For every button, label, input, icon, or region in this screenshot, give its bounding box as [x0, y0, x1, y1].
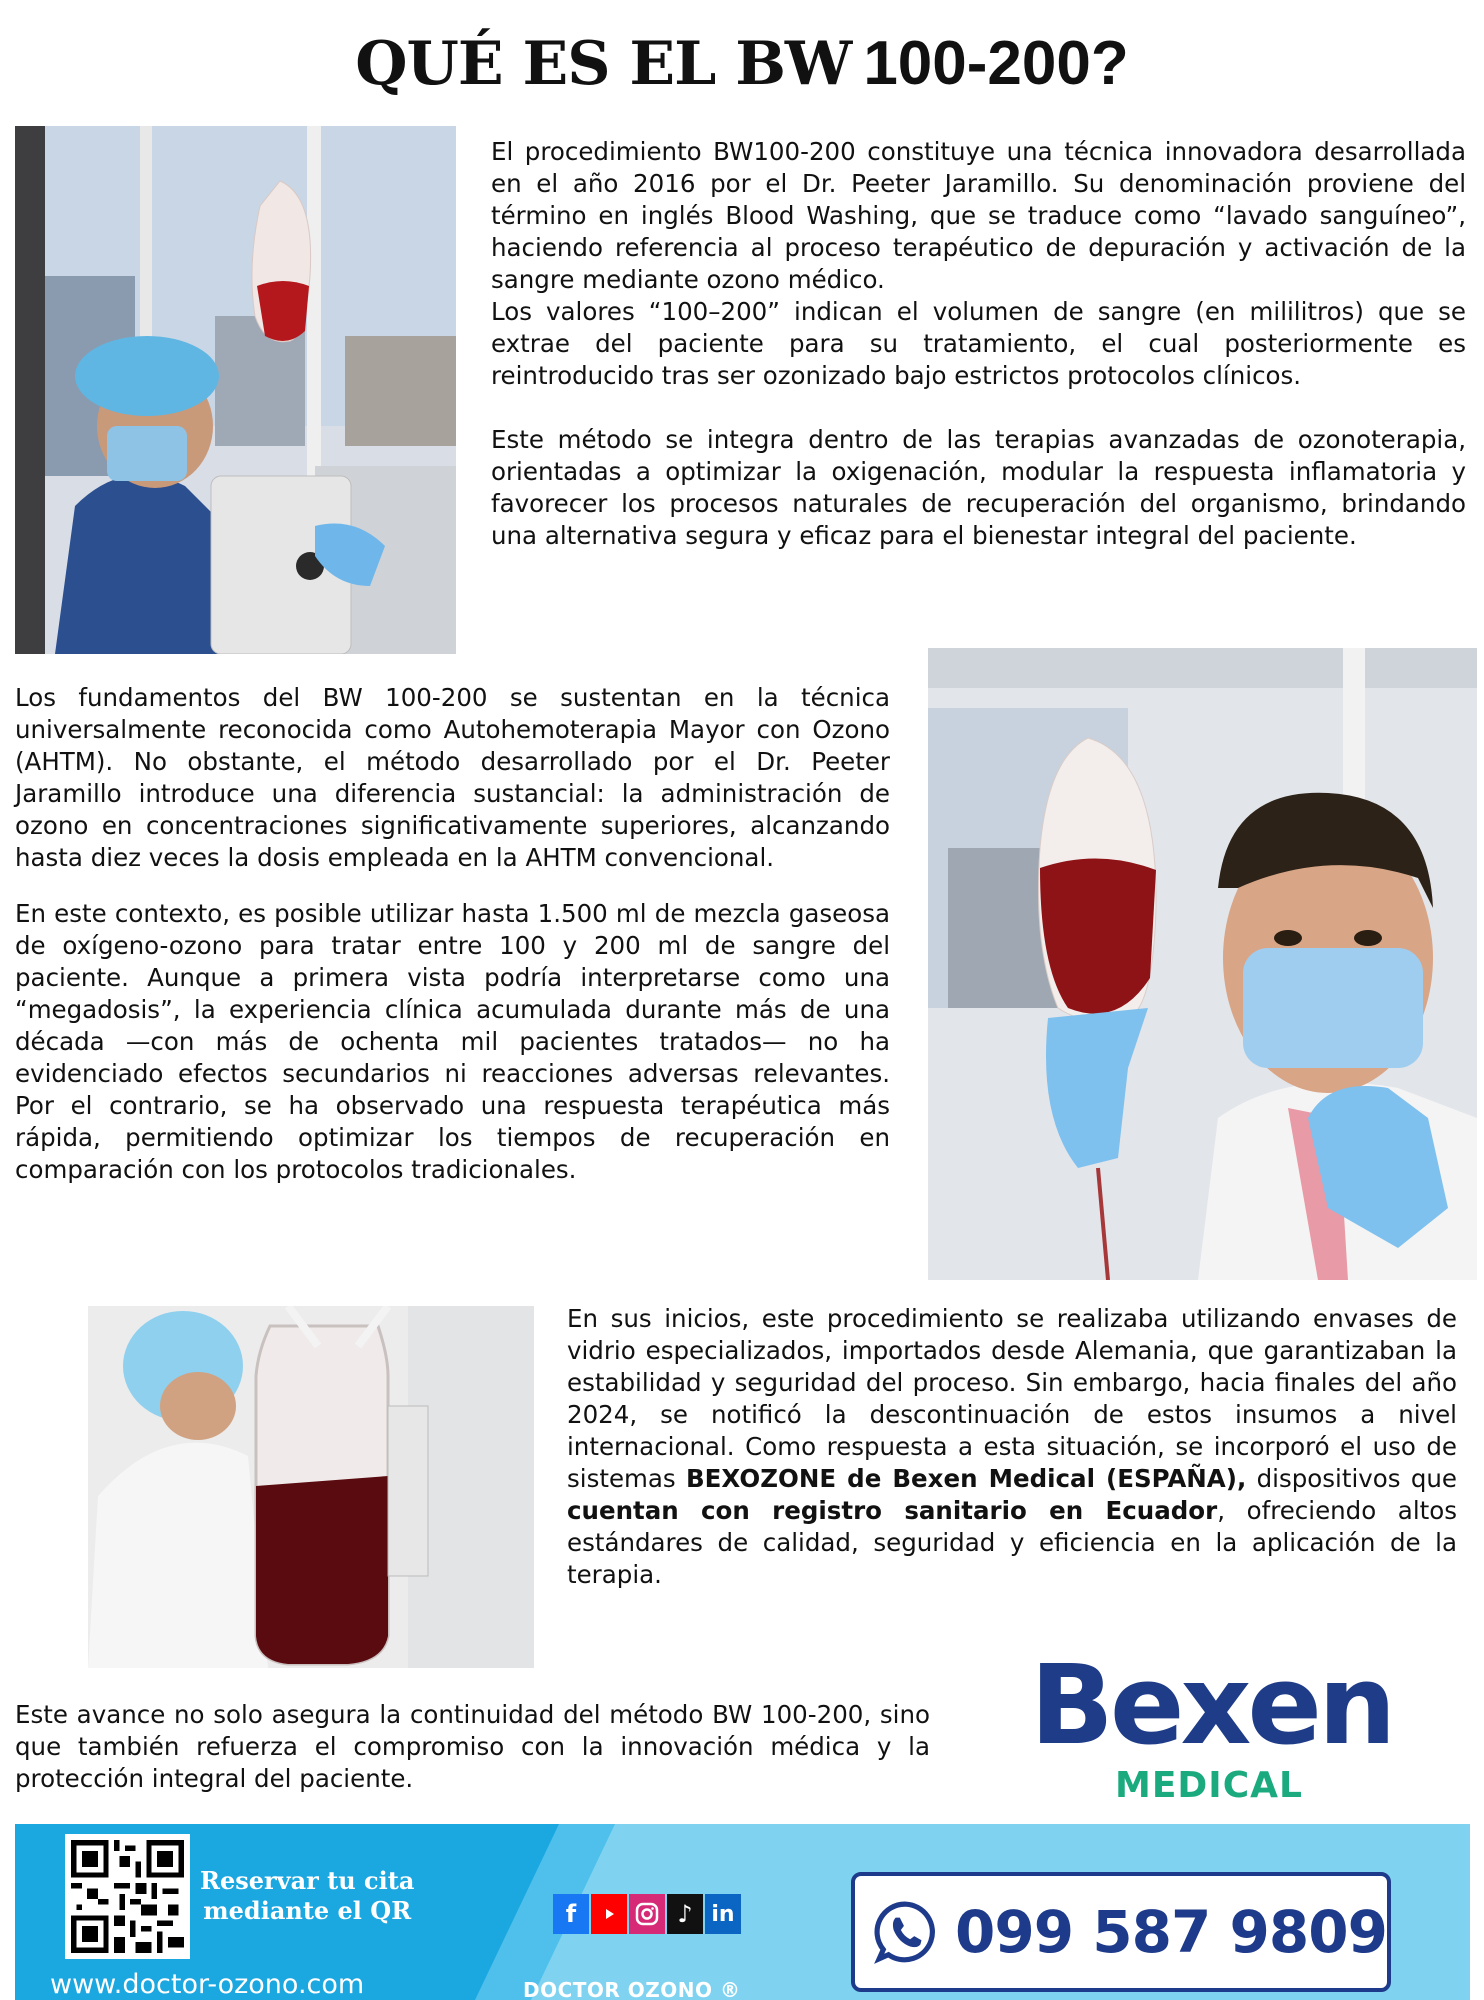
title-part1: QUÉ ES EL BW	[355, 29, 852, 99]
section-3-text-part1: En sus inicios, este procedimiento se realizaba utilizando envases de vidrio especializados, importados desde Alemania, que garantizaban la estabilidad y seguridad del proceso. Sin embargo, hacia finales del año 2024, se notificó la descontinuación de estos insumos a nivel internacional. Como respuesta a esta situación, se incorporó el uso de sistemas	[567, 1304, 1457, 1493]
footer-banner	[15, 1824, 1470, 2000]
qr-code-icon[interactable]	[65, 1834, 190, 1959]
section-1-text	[491, 136, 1466, 552]
brand-name: DOCTOR OZONO ®	[523, 1978, 741, 2000]
section-3-text-part2: dispositivos que	[1246, 1464, 1457, 1493]
whatsapp-icon	[873, 1899, 939, 1965]
qr-label-line-2: mediante el QR	[203, 1896, 412, 1925]
tiktok-icon[interactable]: ♪	[667, 1894, 703, 1934]
instagram-icon[interactable]	[629, 1894, 665, 1934]
page-title	[0, 28, 1484, 99]
section-2-paragraph-2: En este contexto, es posible utilizar hasta 1.500 ml de mezcla gaseosa de oxígeno-ozono para tratar entre 100 y 200 ml de sangre del paciente. Aunque a primera vista podría interpretarse como una “megadosis”, la experiencia clínica acumulada durante más de una década —con más de ochenta mil pacientes tratados— no ha evidenciado efectos secundarios ni reacciones adversas relevantes. Por el contrario, se ha observado una respuesta terapéutica más rápida, permitiendo optimizar los tiempos de recuperación en comparación con los protocolos tradicionales.	[15, 899, 890, 1184]
qr-label-line-1: Reservar tu cita	[200, 1866, 415, 1895]
section-3-text-part3: , ofreciendo altos estándares de calidad, seguridad y eficiencia en la aplicación de la terapia.	[567, 1496, 1457, 1589]
title-part2: 100-200?	[863, 29, 1129, 98]
section-4-paragraph: Este avance no solo asegura la continuidad del método BW 100-200, sino que también refuerza el compromiso con la innovación médica y la protección integral del paciente.	[15, 1700, 930, 1793]
bexen-logo-word: Bexen	[1030, 1641, 1393, 1769]
section-2-paragraph-1: Los fundamentos del BW 100-200 se sustentan en la técnica universalmente reconocida como Autohemoterapia Mayor con Ozono (AHTM). No obstante, el método desarrollado por el Dr. Peeter Jaramillo introduce una diferencia sustancial: la administración de ozono en concentraciones significativamente superiores, alcanzando hasta diez veces la dosis empleada en la AHTM convencional.	[15, 683, 890, 872]
facebook-icon[interactable]: f	[553, 1894, 589, 1934]
social-icons	[553, 1894, 741, 1934]
section-4-text	[15, 1699, 930, 1795]
blood-bottle-photo	[88, 1306, 534, 1668]
section-3-text	[567, 1303, 1457, 1591]
nurse-iv-photo	[15, 126, 456, 654]
bexen-logo-medical: MEDICAL	[1115, 1765, 1303, 1806]
phone-number: 099 587 9809	[955, 1898, 1387, 1966]
bexen-medical-logo	[1030, 1641, 1410, 1810]
section-1-paragraph-1: El procedimiento BW100-200 constituye una técnica innovadora desarrollada en el año 2016 por el Dr. Peeter Jaramillo. Su denominación proviene del término en inglés Blood Washing, que se traduce como “lavado sanguíneo”, haciendo referencia al proceso terapéutico de depuración y activación de la sangre mediante ozono médico.	[491, 137, 1466, 294]
section-1-paragraph-3: Este método se integra dentro de las terapias avanzadas de ozonoterapia, orientadas a optimizar la oxigenación, modular la respuesta inflamatoria y favorecer los procesos naturales de recuperación del organismo, brindando una alternativa segura y eficaz para el bienestar integral del paciente.	[491, 425, 1466, 550]
section-3-paragraph	[567, 1303, 1457, 1591]
section-3-bold-registro: cuentan con registro sanitario en Ecuador	[567, 1496, 1218, 1525]
website-link[interactable]: www.doctor-ozono.com	[50, 1969, 365, 2000]
section-3-bold-bexozone: BEXOZONE de Bexen Medical (ESPAÑA),	[686, 1464, 1247, 1493]
section-2-text	[15, 682, 890, 1186]
youtube-icon[interactable]	[591, 1894, 627, 1934]
phone-contact[interactable]	[851, 1872, 1391, 1992]
section-1-paragraph-2: Los valores “100–200” indican el volumen de sangre (en mililitros) que se extrae del paciente para su tratamiento, el cual posteriormente es reintroducido tras ser ozonizado bajo estrictos protocolos clínicos.	[491, 297, 1466, 390]
linkedin-icon[interactable]: in	[705, 1894, 741, 1934]
doctor-blood-bag-photo	[928, 648, 1477, 1280]
qr-booking-label	[200, 1866, 414, 1926]
